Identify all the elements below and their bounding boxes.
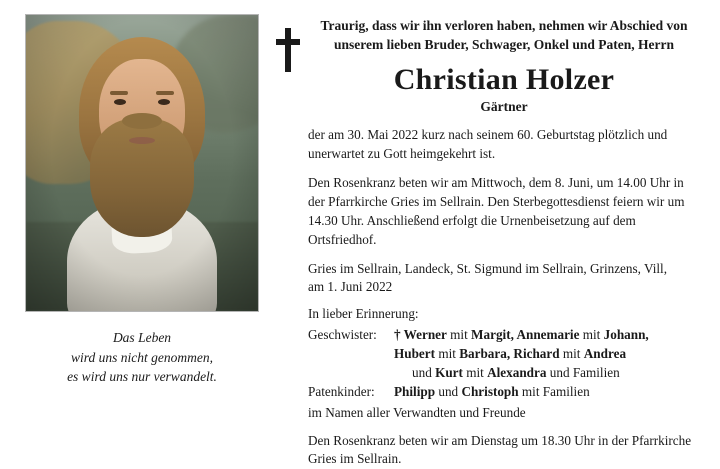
relative-name: Johann,: [603, 327, 649, 343]
relative-name: Barbara, Richard: [459, 346, 560, 362]
relative-name: Christoph: [461, 383, 519, 399]
all-relatives-line: im Namen aller Verwandten und Freunde: [308, 404, 526, 420]
service-paragraph: Den Rosenkranz beten wir am Mittwoch, dem 8. Juni, um 14.00 Uhr in der Pfarrkirche Gries im Sellrain. Den Sterbegottesdienst feiern wir um 14.30 Uhr. Anschließend erfolgt die Urnenbeisetzung auf dem Ortsfriedhof.: [308, 175, 685, 247]
relatives-line: [308, 326, 700, 345]
relatives-value: [394, 326, 700, 345]
relative-name: Andrea: [583, 346, 627, 362]
relative-connector: und: [412, 364, 436, 380]
verse-line-3: es wird uns nur verwandelt.: [67, 369, 217, 385]
relative-connector: mit Familien: [518, 383, 590, 399]
verse-line-2: wird uns nicht genommen,: [71, 349, 213, 365]
relative-connector: mit: [446, 327, 472, 343]
relative-connector: mit: [435, 346, 460, 362]
relatives-label: Patenkinder:: [308, 383, 375, 399]
places-line-1: Gries im Sellrain, Landeck, St. Sigmund im Sellrain, Grinzens, Vill,: [308, 260, 668, 276]
relatives-line: [412, 364, 700, 383]
deceased-name: Christian Holzer: [393, 63, 615, 97]
cross-column: [268, 14, 308, 401]
places-line-2: am 1. Juni 2022: [308, 279, 393, 295]
cross-icon: [276, 28, 300, 72]
intro-line-2: unserem lieben Bruder, Schwager, Onkel und Paten, Herrn: [333, 37, 675, 53]
relative-connector: mit: [462, 364, 488, 380]
memory-heading: In lieber Erinnerung:: [308, 306, 419, 322]
relatives-line: [308, 383, 700, 402]
left-column: [16, 14, 268, 401]
memorial-verse: [67, 328, 217, 387]
relatives-block: [308, 326, 700, 402]
relative-name: † Werner: [394, 327, 447, 343]
intro-line-1: Traurig, dass wir ihn verloren haben, nehmen wir Abschied von: [320, 18, 688, 33]
relative-connector: mit: [579, 327, 604, 343]
photo-vignette: [26, 15, 258, 311]
cross-vertical-bar: [285, 28, 291, 72]
death-paragraph: der am 30. Mai 2022 kurz nach seinem 60. Geburtstag plötzlich und unerwartet zu Gott heimgekehrt ist.: [308, 127, 668, 162]
cross-horizontal-bar: [276, 39, 300, 45]
intro-text: [308, 16, 700, 54]
portrait-photo: [25, 14, 259, 312]
relative-connector: und: [435, 383, 462, 399]
verse-line-1: Das Leben: [112, 330, 172, 345]
closing-paragraph: Den Rosenkranz beten wir am Dienstag um 18.30 Uhr in der Pfarrkirche Gries im Sellrain.: [308, 432, 692, 467]
relatives-value: [394, 383, 700, 402]
relatives-line: [394, 345, 700, 364]
relative-name: Margit, Annemarie: [471, 327, 580, 343]
relatives-label: Geschwister:: [308, 327, 377, 343]
relative-connector: mit: [559, 346, 584, 362]
deceased-profession: Gärtner: [480, 99, 528, 115]
places-paragraph: [308, 260, 700, 298]
relative-name: Alexandra: [487, 364, 547, 380]
relative-connector: und Familien: [546, 364, 620, 380]
notice-text-column: [308, 14, 704, 467]
relative-name: Philipp: [394, 383, 436, 399]
relative-name: Hubert: [394, 346, 436, 362]
relative-name: Kurt: [435, 364, 463, 380]
